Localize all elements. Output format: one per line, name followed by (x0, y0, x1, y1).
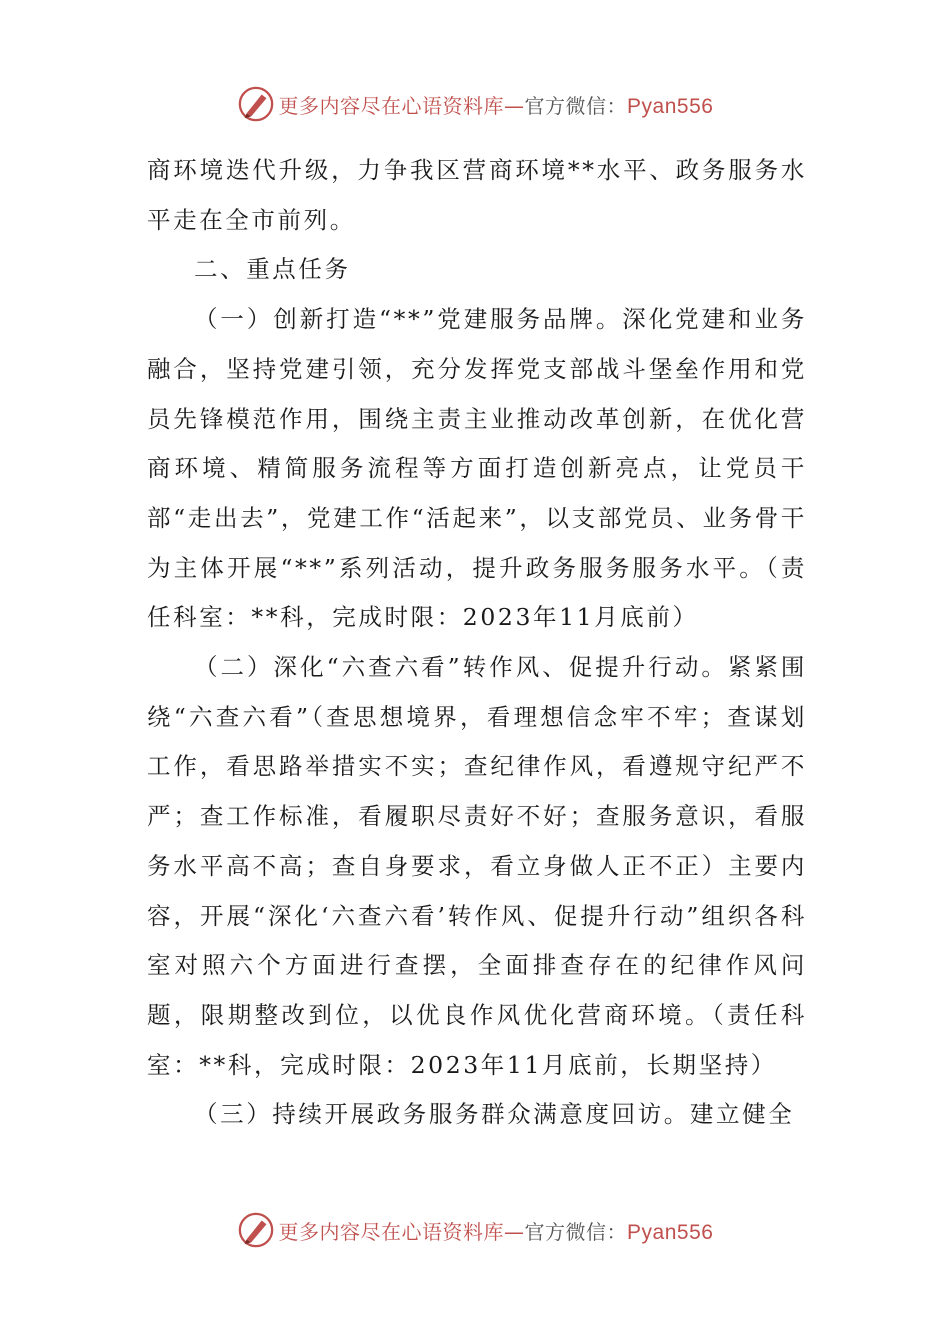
banner-text (279, 1216, 714, 1245)
document-body (147, 146, 807, 1140)
banner-wechat-label: 官方微信： (524, 1219, 628, 1244)
banner-dash: — (504, 1219, 525, 1244)
paragraph-item-2: （二）深化“六查六看”转作风、促提升行动。紧紧围绕“六查六看”（查思想境界，看理想信念牢不牢；查谋划工作，看思路举措实不实；查纪律作风，看遵规守纪严不严；查工作标准，看履职尽责好不好；查服务意识，看服务水平高不高；查自身要求，看立身做人正不正）主要内容，开展“深化‘六查六看’转作风、促提升行动”组织各科室对照六个方面进行查摆，全面排查存在的纪律作风问题，限期整改到位，以优良作风优化营商环境。（责任科室：**科，完成时限：2023年11月底前，长期坚持） (147, 653, 807, 1079)
paragraph-item-1: （一）创新打造“**”党建服务品牌。深化党建和业务融合，坚持党建引领，充分发挥党支部战斗堡垒作用和党员先锋模范作用，围绕主责主业推动改革创新，在优化营商环境、精简服务流程等方面打造创新亮点，让党员干部“走出去”，党建工作“活起来”，以支部党员、业务骨干为主体开展“**”系列活动，提升政务服务服务水平。（责任科室：**科，完成时限：2023年11月底前） (147, 305, 807, 632)
banner-wechat-id: Pyan556 (627, 1220, 714, 1244)
paragraph-continuation: 商环境迭代升级，力争我区营商环境**水平、政务服务水平走在全市前列。 (147, 156, 807, 234)
banner-main-text: 更多内容尽在心语资料库 (278, 1219, 505, 1244)
banner-wechat-label: 官方微信： (524, 93, 628, 118)
paragraph-item-3: （三）持续开展政务服务群众满意度回访。建立健全 (194, 1100, 795, 1129)
banner-main-text: 更多内容尽在心语资料库 (278, 93, 505, 118)
banner-dash: — (504, 93, 525, 118)
section-heading: 二、重点任务 (194, 255, 351, 284)
banner-wechat-id: Pyan556 (627, 94, 714, 118)
pen-logo-icon (237, 85, 275, 123)
header-banner (0, 84, 950, 124)
banner-text (279, 90, 714, 119)
pen-logo-icon (237, 1211, 275, 1249)
footer-banner (0, 1210, 950, 1250)
